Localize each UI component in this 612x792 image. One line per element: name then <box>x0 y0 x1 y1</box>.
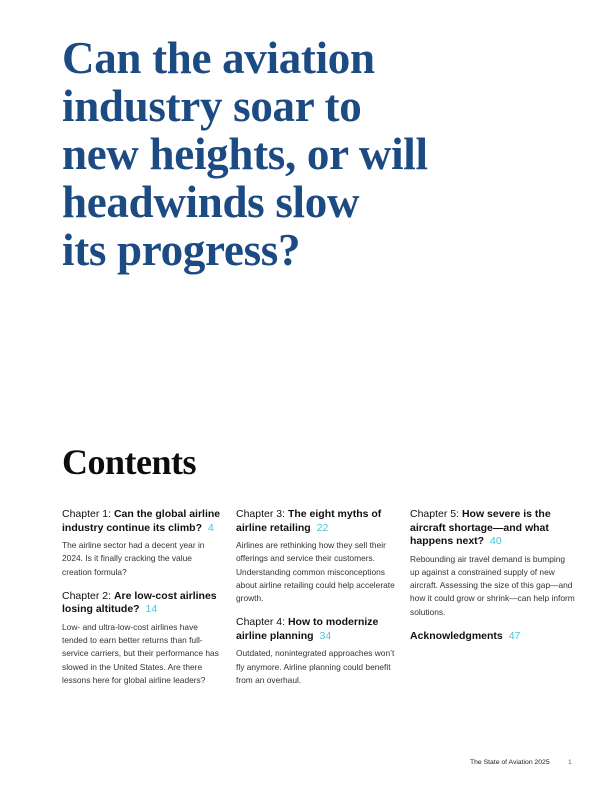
chapter-number: Chapter 1: <box>62 508 112 520</box>
chapter-title[interactable]: How to modernize airline planning <box>236 616 379 642</box>
chapter-page-link[interactable]: 34 <box>319 629 332 642</box>
chapter-heading[interactable] <box>236 616 396 643</box>
headline-line: its progress? <box>62 225 301 275</box>
toc-column-3 <box>410 508 575 654</box>
toc-column-1 <box>62 508 222 698</box>
toc-entry-chapter-1[interactable] <box>62 508 222 579</box>
chapter-heading[interactable] <box>62 508 222 535</box>
chapter-heading[interactable] <box>410 508 575 549</box>
page-headline <box>62 34 582 274</box>
chapter-title[interactable]: Are low-cost airlines losing altitude? <box>62 589 217 616</box>
chapter-number: Chapter 4: <box>236 616 286 629</box>
headline-line: headwinds slow <box>62 177 360 227</box>
chapter-number: Chapter 2: <box>62 589 112 602</box>
acknowledgments-title[interactable]: Acknowledgments <box>410 629 503 642</box>
chapter-description: Rebounding air travel demand is bumping up against a constrained supply of new aircraft. Assessing the size of this gap—and how it could grow or shrink—can help inform solutions. <box>410 553 575 617</box>
chapter-title[interactable]: Can the global airline industry continue its climb? <box>62 508 221 534</box>
chapter-page-link[interactable]: 40 <box>490 535 502 547</box>
chapter-heading[interactable] <box>236 508 396 535</box>
chapter-heading[interactable] <box>62 590 222 617</box>
acknowledgments-page-link[interactable]: 47 <box>508 629 521 642</box>
page-number: 1 <box>568 759 572 766</box>
chapter-title[interactable]: The eight myths of airline retailing <box>236 508 382 534</box>
chapter-description: Airlines are rethinking how they sell their offerings and service their customers. Understanding common misconceptions about airline retailing could help accelerate growth. <box>236 540 395 604</box>
contents-heading: Contents <box>62 442 197 482</box>
chapter-page-link[interactable]: 4 <box>207 521 214 534</box>
chapter-description: Low- and ultra-low-cost airlines have tended to earn better returns than full-service carriers, but their performance has slowed in the United States. Are there lessons here for global airline leaders? <box>62 621 219 686</box>
toc-column-2 <box>236 508 396 698</box>
headline-line: Can the aviation <box>62 33 375 83</box>
chapter-description: Outdated, nonintegrated approaches won’t fly anymore. Airline planning could benefit from an overhaul. <box>236 648 395 686</box>
chapter-number: Chapter 3: <box>236 508 286 520</box>
toc-entry-acknowledgments[interactable] <box>410 630 575 644</box>
toc-entry-chapter-4[interactable] <box>236 616 396 687</box>
toc-entry-chapter-5[interactable] <box>410 508 575 619</box>
chapter-page-link[interactable]: 14 <box>145 603 158 616</box>
chapter-description: The airline sector had a decent year in 2024. Is it finally cracking the value creation formula? <box>62 540 205 577</box>
chapter-title[interactable]: How severe is the aircraft shortage—and what happens next? <box>410 508 551 547</box>
headline-line: industry soar to <box>62 81 362 131</box>
headline-line: new heights, or will <box>62 129 428 179</box>
chapter-number: Chapter 5: <box>410 508 460 520</box>
footer-publication-title: The State of Aviation 2025 <box>470 759 550 766</box>
toc-entry-chapter-2[interactable] <box>62 590 222 687</box>
chapter-page-link[interactable]: 22 <box>316 521 329 534</box>
toc-entry-chapter-3[interactable] <box>236 508 396 605</box>
